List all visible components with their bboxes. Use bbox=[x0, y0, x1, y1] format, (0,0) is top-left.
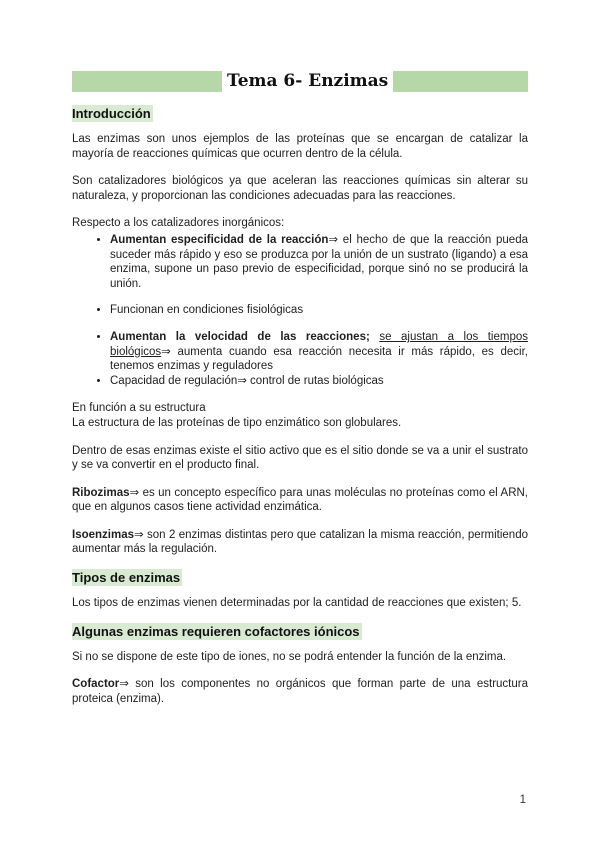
paragraph-isoenzimas bbox=[72, 528, 528, 557]
paragraph-sitio-activo: Dentro de esas enzimas existe el sitio activo que es el sitio donde se va a unir el sustrato y se va convertir en el producto final. bbox=[72, 444, 528, 472]
list-item-especificidad bbox=[110, 233, 528, 291]
paragraph-catalizadores-biologicos: Son catalizadores biológicos ya que aceleran las reacciones químicas sin alterar su naturaleza, y proporcionan las condiciones adecuadas para las reacciones. bbox=[72, 175, 528, 202]
paragraph-estructura-line1: En función a su estructura bbox=[72, 402, 206, 415]
page-number: 1 bbox=[519, 794, 526, 806]
list-item-regulacion-text: Capacidad de regulación⇒ control de rutas biológicas bbox=[110, 374, 384, 387]
heading-introduccion bbox=[72, 106, 528, 121]
list-item-condiciones-fisiologicas bbox=[110, 303, 528, 318]
list-item-velocidad-text: ⇒ aumenta cuando esa reacción necesita ir más rápido, es decir, tenemos enzimas y reguladores bbox=[110, 345, 528, 373]
paragraph-enzimas-definicion: Las enzimas son unos ejemplos de las proteínas que se encargan de catalizar la mayoría de reacciones químicas que ocurren dentro de la célula. bbox=[72, 133, 528, 160]
paragraph-iones: Si no se dispone de este tipo de iones, no se podrá entender la función de la enzima. bbox=[72, 650, 507, 663]
paragraph-ribozimas-text: ⇒ es un concepto específico para unas moléculas no proteínas como el ARN, que en algunos casos tiene actividad enzimática. bbox=[72, 486, 528, 514]
heading-cofactores-ionicos bbox=[72, 624, 528, 639]
paragraph-cofactor bbox=[72, 677, 528, 706]
paragraph-estructura bbox=[72, 401, 528, 430]
underline-tiempos-biologicos: se ajustan a los tiempos biológicos bbox=[110, 330, 529, 358]
list-item-especificidad-text: ⇒ el hecho de que la reacción pueda suceder más rápido y eso se produzca por la unión de un sustrato (ligando) a esa enzima, supone un paso previo de especificidad, porque sinó no se producirá la unión. bbox=[110, 233, 528, 290]
title-highlight-bar-left bbox=[72, 71, 222, 92]
list-item-regulacion bbox=[110, 374, 528, 389]
title-highlight-bar-right bbox=[393, 71, 528, 92]
document-title: Tema 6- Enzimas bbox=[227, 71, 389, 91]
heading-cofactores-label: Algunas enzimas requieren cofactores iónicos bbox=[72, 623, 360, 639]
paragraph-cofactor-text: ⇒ son los componentes no orgánicos que forman parte de una estructura proteica (enzima). bbox=[72, 678, 528, 705]
paragraph-isoenzimas-text: ⇒ son 2 enzimas distintas pero que catalizan la misma reacción, permitiendo aumentar más la regulación. bbox=[72, 528, 528, 556]
heading-tipos-label: Tipos de enzimas bbox=[72, 570, 181, 586]
document-title-row bbox=[72, 71, 528, 92]
term-velocidad: Aumentan la velocidad de las reacciones; bbox=[110, 330, 380, 343]
term-isoenzimas: Isoenzimas bbox=[72, 528, 134, 541]
list-item-velocidad bbox=[110, 330, 528, 374]
paragraph-estructura-line2: La estructura de las proteínas de tipo enzimático son globulares. bbox=[72, 416, 402, 429]
paragraph-tipos-enzimas: Los tipos de enzimas vienen determinadas por la cantidad de reacciones que existen; 5. bbox=[72, 597, 522, 610]
term-ribozimas: Ribozimas bbox=[72, 486, 130, 499]
paragraph-ribozimas bbox=[72, 486, 528, 515]
term-cofactor: Cofactor bbox=[72, 678, 120, 691]
paragraph-respecto-catalizadores: Respecto a los catalizadores inorgánicos: bbox=[72, 217, 285, 230]
heading-tipos-de-enzimas bbox=[72, 570, 528, 585]
catalizadores-list bbox=[72, 233, 528, 388]
term-especificidad: Aumentan especificidad de la reacción bbox=[110, 233, 329, 246]
list-item-condiciones-text: Funcionan en condiciones fisiológicas bbox=[110, 304, 304, 317]
heading-introduccion-label: Introducción bbox=[72, 106, 151, 121]
